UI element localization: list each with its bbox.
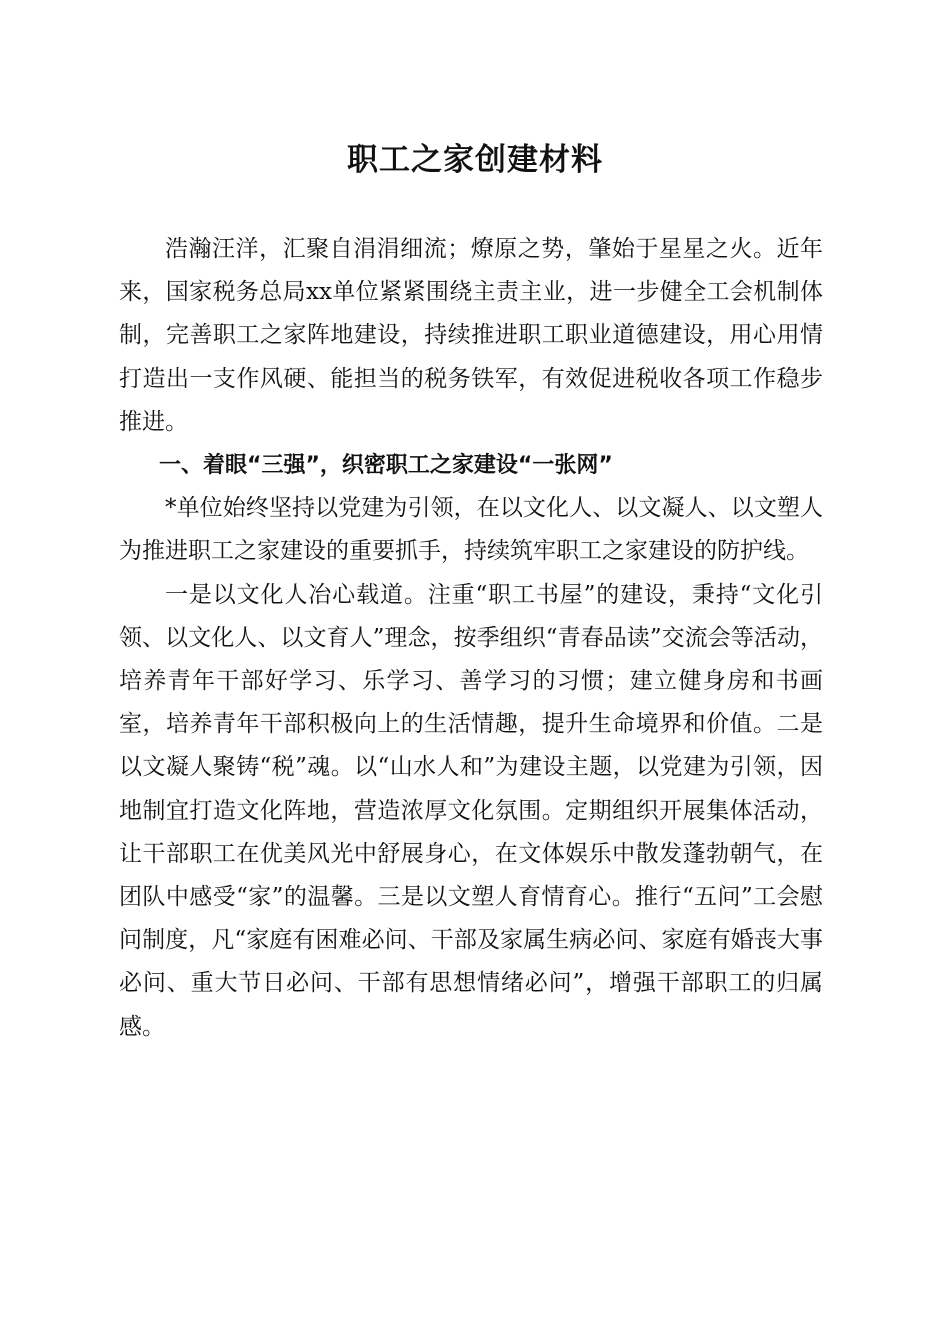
section-paragraph-2: 一是以文化人冶心载道。注重“职工书屋”的建设，秉持“文化引领、以文化人、以文育人”理念，按季组织“青春品读”交流会等活动，培养青年干部好学习、乐学习、善学习的习惯；建立健身房和书画室，培养青年干部积极向上的生活情趣，提升生命境界和价值。二是以文凝人聚铸“税”魂。以“山水人和”为建设主题，以党建为引领，因地制宜打造文化阵地，营造浓厚文化氛围。定期组织开展集体活动，让干部职工在优美风光中舒展身心，在文体娱乐中散发蓬勃朝气，在团队中感受“家”的温馨。三是以文塑人育情育心。推行“五问”工会慰问制度，凡“家庭有困难必问、干部及家属生病必问、家庭有婚丧大事必问、重大节日必问、干部有思想情绪必问”，增强干部职工的归属感。: [119, 581, 823, 1040]
section-heading: 一、着眼“三强”，织密职工之家建设“一张网”: [159, 453, 613, 479]
intro-paragraph: 浩瀚汪洋，汇聚自涓涓细流；燎原之势，肇始于星星之火。近年来，国家税务总局xx单位紧紧围绕主责主业，进一步健全工会机制体制，完善职工之家阵地建设，持续推进职工职业道德建设，用心用情打造出一支作风硬、能担当的税务铁军，有效促进税收各项工作稳步推进。: [119, 236, 823, 435]
document-body: [119, 228, 823, 1049]
section-paragraph-1: *单位始终坚持以党建为引领，在以文化人、以文凝人、以文塑人为推进职工之家建设的重要抓手，持续筑牢职工之家建设的防护线。: [119, 495, 823, 565]
document-title: 职工之家创建材料: [347, 142, 603, 178]
